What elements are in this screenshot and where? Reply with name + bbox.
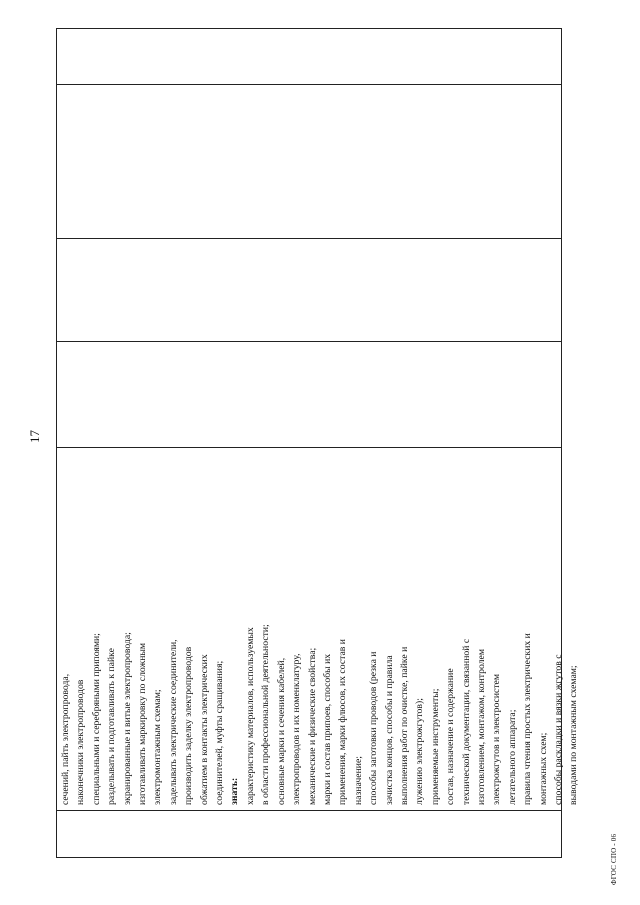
table-cell-index xyxy=(57,810,561,857)
knowledge-line: механические и физические свойства; xyxy=(306,647,318,805)
knowledge-line: способы заготовки проводов (резка и xyxy=(368,651,380,805)
skill-line: специальными и серебряными припоями; xyxy=(90,633,102,805)
skill-line: разделывать и подготавливать к пайке xyxy=(106,648,118,805)
knowledge-line: назначение; xyxy=(352,756,364,805)
skill-line: соединителей, муфты сращивания; xyxy=(214,660,226,805)
knowledge-line: зачистка концов, способы и правила xyxy=(383,655,395,805)
knowledge-line: лужению электрожгутов); xyxy=(414,698,426,805)
knowledge-line: марки и состав припоев, способы их xyxy=(321,653,333,805)
knowledge-line: характеристику материалов, используемых xyxy=(244,627,256,805)
knowledge-line: электропроводов и их номенклатуру, xyxy=(291,653,303,805)
knowledge-heading: знать: xyxy=(229,777,241,805)
skill-line: сечений, пайть электропровода, xyxy=(60,673,71,805)
knowledge-line: монтажных схем; xyxy=(537,732,549,805)
knowledge-line: применения, марки флюсов, их состав и xyxy=(337,639,349,805)
knowledge-line: состав, назначение и содержание xyxy=(445,668,457,805)
skill-line: электромонтажным схемам; xyxy=(152,689,164,805)
page-number: 17 xyxy=(27,430,42,443)
knowledge-line: выполнения работ по очистке, пайке и xyxy=(398,646,410,805)
knowledge-line: основные марки и сечения кабелей, xyxy=(275,657,287,805)
skill-line: изготавливать маркировку по сложным xyxy=(137,642,149,805)
standards-table xyxy=(56,28,580,858)
footer-document-code: ФГОС СПО - 06 xyxy=(610,833,618,885)
knowledge-line: изготовлением, монтажом, контролем xyxy=(475,649,487,805)
skill-line: обжатием в контакты электрических xyxy=(198,654,210,805)
knowledge-line: летательного аппарата; xyxy=(506,709,518,805)
table-cell-requirements xyxy=(57,447,580,810)
knowledge-line: в области профессиональной деятельности; xyxy=(260,624,272,805)
knowledge-line: технической документации, связанной с xyxy=(460,638,472,805)
table-cell-empty xyxy=(57,341,561,447)
knowledge-line: электрожгутов и электросистем xyxy=(491,674,503,805)
requirements-text xyxy=(58,451,582,805)
skill-line: экранированные и витые электропровода; xyxy=(121,632,133,805)
skill-line: производить заделку электропроводов xyxy=(183,646,195,805)
knowledge-line: выводами по монтажным схемам; xyxy=(568,665,580,805)
table-cell-empty xyxy=(57,84,561,238)
table-cell-empty xyxy=(57,27,561,84)
knowledge-line: правила чтения простых электрических и xyxy=(522,633,534,805)
table-cell-empty xyxy=(57,238,561,341)
knowledge-line: применяемые инструменты; xyxy=(429,688,441,805)
knowledge-line: способы раскладки и вязки жгутов с xyxy=(553,654,564,805)
skill-line: наконечники электропроводов xyxy=(75,679,87,805)
skill-line: заделывать электрические соединители, xyxy=(167,639,179,805)
